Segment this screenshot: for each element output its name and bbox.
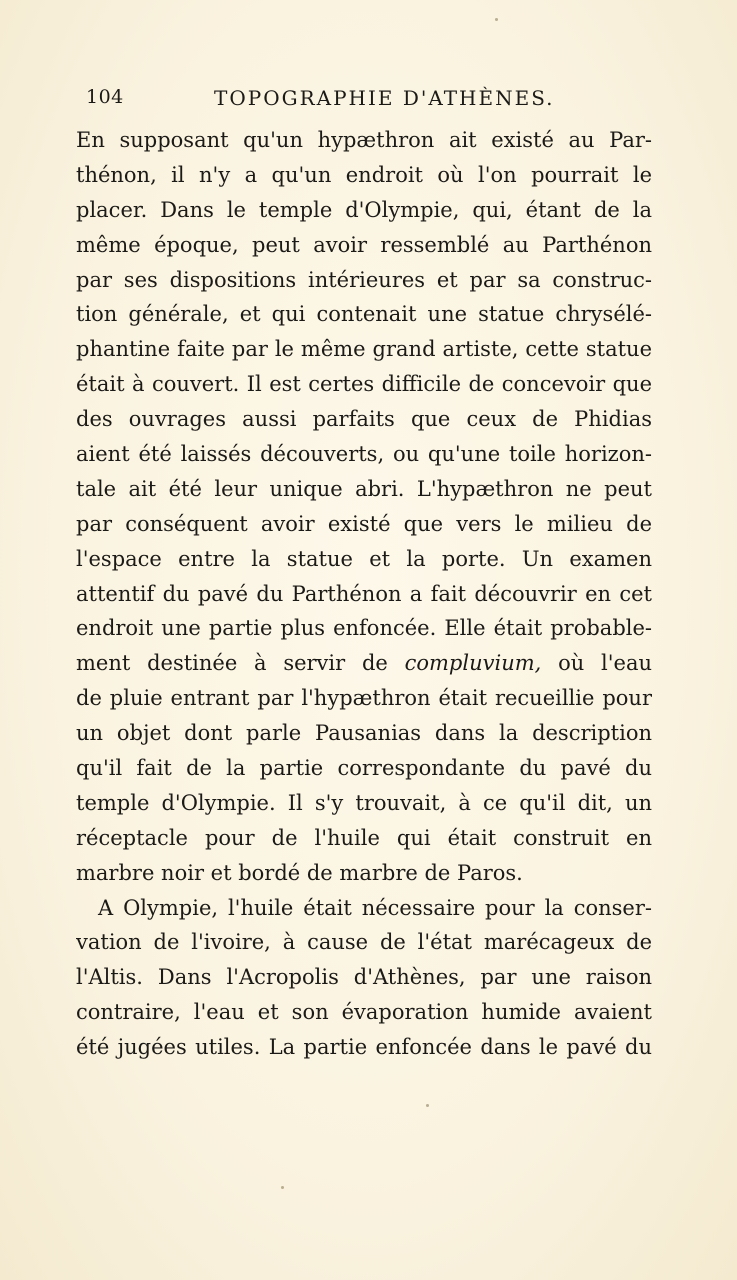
text-line: un objet dont parle Pausanias dans la description: [76, 721, 652, 746]
body-text: [76, 123, 652, 1065]
text-line: thénon, il n'y a qu'un endroit où l'on pourrait le: [76, 162, 652, 187]
text-line: l'Altis. Dans l'Acropolis d'Athènes, par une raison: [76, 965, 652, 990]
text-line: tion générale, et qui contenait une statue chrysélé-: [76, 302, 652, 327]
text-line: qu'il fait de la partie correspondante du pavé du: [76, 756, 652, 781]
paper-speck: [495, 18, 498, 21]
running-head: TOPOGRAPHIE D'ATHÈNES.: [214, 86, 555, 110]
text-line: de pluie entrant par l'hypæthron était recueillie pour: [76, 686, 652, 711]
text-line: par ses dispositions intérieures et par sa construc-: [76, 267, 652, 292]
text-line: l'espace entre la statue et la porte. Un examen: [76, 546, 652, 571]
text-line: était à couvert. Il est certes difficile de concevoir que: [76, 372, 652, 397]
page-number: 104: [86, 86, 124, 108]
page-header: [86, 86, 656, 118]
text-line: des ouvrages aussi parfaits que ceux de Phidias: [76, 407, 652, 432]
text-line: par conséquent avoir existé que vers le milieu de: [76, 511, 652, 536]
text-line: attentif du pavé du Parthénon a fait découvrir en cet: [76, 581, 652, 606]
text-line: temple d'Olympie. Il s'y trouvait, à ce qu'il dit, un: [76, 790, 652, 815]
text-line: même époque, peut avoir ressemblé au Parthénon: [76, 232, 652, 257]
text-line: réceptacle pour de l'huile qui était construit en: [76, 825, 652, 850]
italic-term: compluvium,: [404, 651, 542, 676]
text-line: En supposant qu'un hypæthron ait existé au Par-: [76, 128, 652, 152]
text-line: contraire, l'eau et son évaporation humide avaient: [76, 1000, 652, 1025]
paper-speck: [426, 1104, 429, 1107]
text-line: aient été laissés découverts, ou qu'une toile horizon-: [76, 442, 652, 467]
paper-speck: [281, 1186, 284, 1189]
text-line: été jugées utiles. La partie enfoncée dans le pavé du: [76, 1035, 652, 1060]
text-line: endroit une partie plus enfoncée. Elle était probable-: [76, 616, 652, 641]
text-line: phantine faite par le même grand artiste, cette statue: [76, 337, 652, 362]
text-line-with-italic: [76, 646, 652, 681]
text-line: vation de l'ivoire, à cause de l'état marécageux de: [76, 930, 652, 955]
text-line: marbre noir et bordé de marbre de Paros.: [76, 860, 523, 885]
text-segment: où l'eau: [558, 651, 652, 676]
text-line: placer. Dans le temple d'Olympie, qui, étant de la: [76, 197, 652, 222]
text-line: tale ait été leur unique abri. L'hypæthron ne peut: [76, 476, 652, 501]
text-line: A Olympie, l'huile était nécessaire pour la conser-: [98, 895, 652, 920]
text-segment: ment destinée à servir de: [76, 651, 388, 676]
